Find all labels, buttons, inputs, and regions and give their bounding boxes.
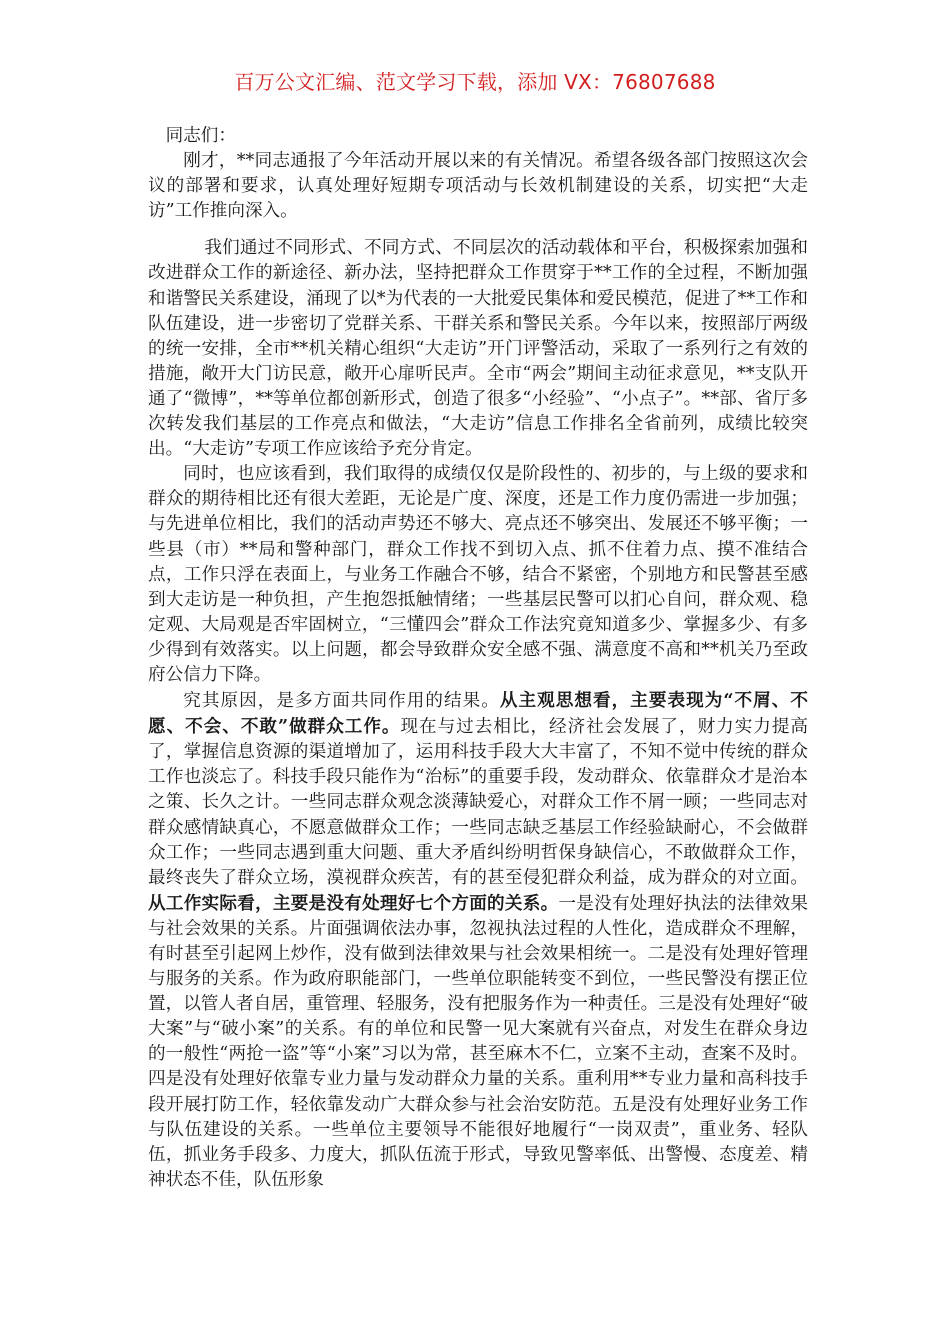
paragraph-4-subjective-body: 现在与过去相比，经济社会发展了，财力实力提高了，掌握信息资源的渠道增加了，运用科技手段大大丰富了，不知不觉中传统的群众工作也淡忘了。科技手段只能作为“治标”的重要手段，发动群众、依靠群众才是治本之策、长久之计。一些同志群众观念淡薄缺爱心，对群众工作不屑一顾；一些同志对群众感情缺真心，不愿意做群众工作；一些同志缺乏基层工作经验缺耐心，不会做群众工作；一些同志遇到重大问题、重大矛盾纠纷明哲保身缺信心，不敢做群众工作，最终丧失了群众立场，漠视群众疾苦，有的甚至侵犯群众利益，成为群众的对立面。 (148, 717, 808, 888)
salutation: 同志们： (165, 126, 236, 146)
paragraph-4 (148, 688, 808, 1193)
paragraph-4-practical-body: 一是没有处理好执法的法律效果与社会效果的关系。片面强调依法办事，忽视执法过程的人性化，造成群众不理解，有时甚至引起网上炒作，没有做到法律效果与社会效果相统一。二是没有处理好管理与服务的关系。作为政府职能部门，一些单位职能转变不到位，一些民警没有摆正位置，以管人者自居，重管理、轻服务，没有把服务作为一种责任。三是没有处理好“破大案”与“破小案”的关系。有的单位和民警一见大案就有兴奋点，对发生在群众身边的一般性“两抢一盗”等“小案”习以为常，甚至麻木不仁，立案不主动，查案不及时。四是没有处理好依靠专业力量与发动群众力量的关系。重利用**专业力量和高科技手段开展打防工作，轻依靠发动广大群众参与社会治安防范。五是没有处理好业务工作与队伍建设的关系。一些单位主要领导不能很好地履行“一岗双责”，重业务、轻队伍，抓业务手段多、力度大，抓队伍流于形式，导致见警率低、出警慢、态度差、精神状态不佳，队伍形象 (148, 893, 808, 1190)
paragraph-3: 同时，也应该看到，我们取得的成绩仅仅是阶段性的、初步的，与上级的要求和群众的期待相比还有很大差距，无论是广度、深度，还是工作力度仍需进一步加强；与先进单位相比，我们的活动声势还不够大、亮点还不够突出、发展还不够平衡；一些县（市）**局和警种部门，群众工作找不到切入点、抓不住着力点、摸不准结合点，工作只浮在表面上，与业务工作融合不够，结合不紧密，个别地方和民警甚至感到大走访是一种负担，产生抱怨抵触情绪；一些基层民警可以扪心自问，群众观、稳定观、大局观是否牢固树立，“三懂四会”群众工作法究竟知道多少、掌握多少、有多少得到有效落实。以上问题，都会导致群众安全感不强、满意度不高和**机关乃至政府公信力下降。 (148, 464, 808, 685)
document-body (148, 124, 808, 1193)
watermark-header: 百万公文汇编、范文学习下载，添加 VX：76807688 (234, 70, 716, 94)
paragraph-1: 刚才，**同志通报了今年活动开展以来的有关情况。希望各级各部门按照这次会议的部署和要求，认真处理好短期专项活动与长效机制建设的关系，切实把“大走访”工作推向深入。 (148, 151, 808, 222)
paragraph-2: 我们通过不同形式、不同方式、不同层次的活动载体和平台，积极探索加强和改进群众工作的新途径、新办法，坚持把群众工作贯穿于**工作的全过程，不断加强和谐警民关系建设，涌现了以*为代表的一大批爱民集体和爱民模范，促进了**工作和队伍建设，进一步密切了党群关系、干群关系和警民关系。今年以来，按照部厅两级的统一安排，全市**机关精心组织“大走访”开门评警活动，采取了一系列行之有效的措施，敞开大门访民意，敞开心扉听民声。全市“两会”期间主动征求意见，**支队开通了“微博”，**等单位都创新形式，创造了很多“小经验”、“小点子”。**部、省厅多次转发我们基层的工作亮点和做法，“大走访”信息工作排名全省前列，成绩比较突出。“大走访”专项工作应该给予充分肯定。 (148, 238, 808, 460)
paragraph-4-subjective-heading: 从主观思想看，主要表现为“不屑、不愿、不会、不敢”做群众工作。 (148, 690, 808, 738)
paragraph-4-intro: 究其原因，是多方面共同作用的结果。 (183, 691, 500, 712)
paragraph-4-practical-heading: 从工作实际看，主要是没有处理好七个方面的关系。 (148, 892, 559, 914)
